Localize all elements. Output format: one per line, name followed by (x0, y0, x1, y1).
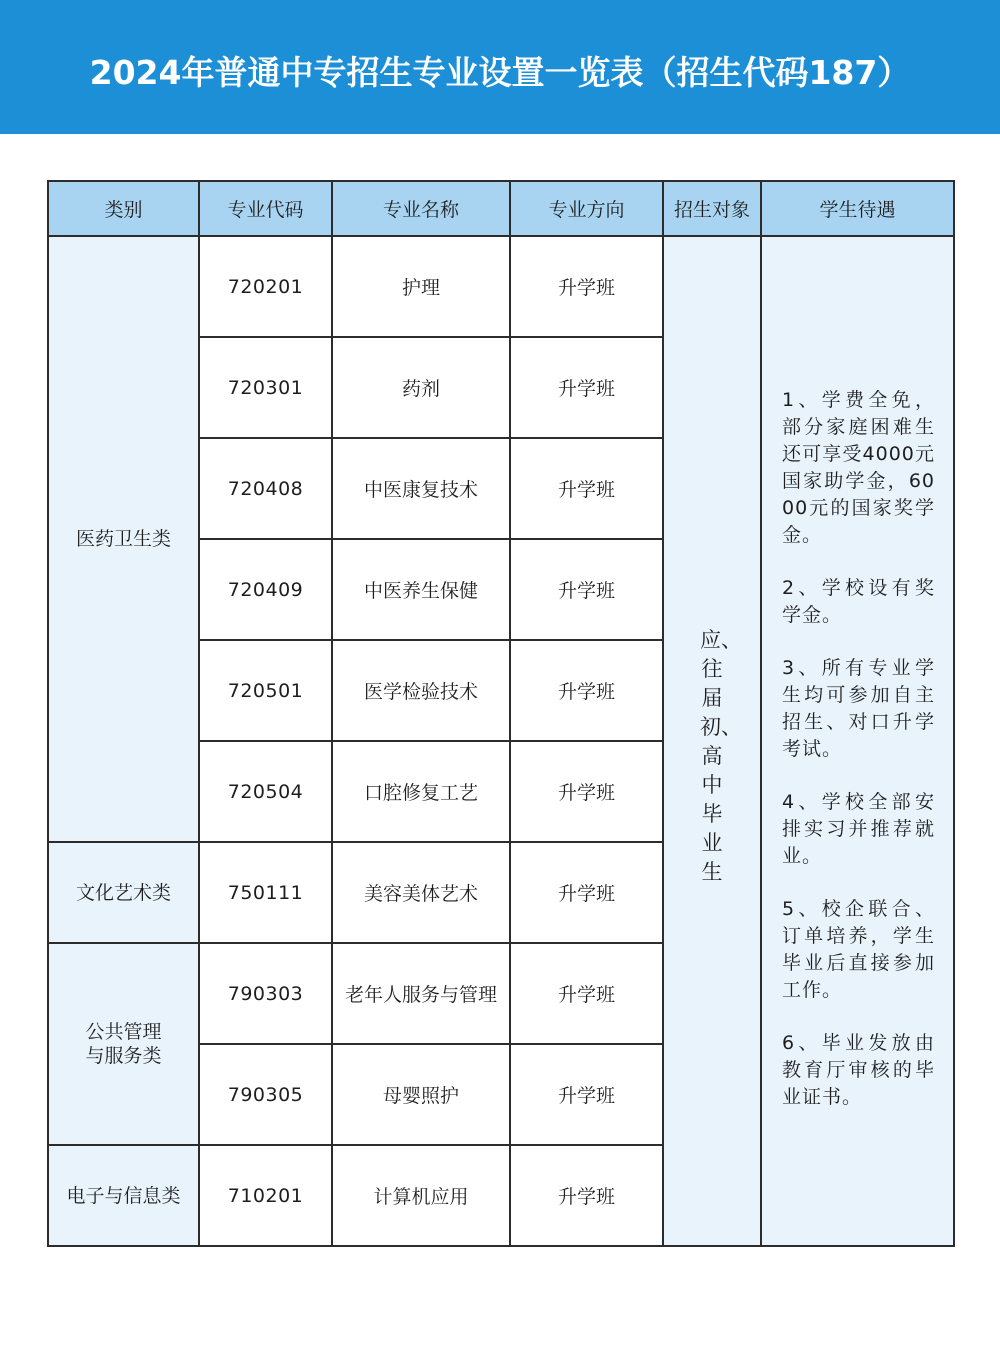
header-code: 专业代码 (199, 181, 332, 236)
major-code: 720408 (199, 438, 332, 539)
major-direction: 升学班 (510, 842, 663, 943)
benefit-item: 1、学费全免，部分家庭困难生还可享受4000元国家助学金，6000元的国家奖学金。 (782, 389, 935, 546)
major-code: 720409 (199, 539, 332, 640)
major-name: 母婴照护 (332, 1044, 510, 1145)
header-name: 专业名称 (332, 181, 510, 236)
major-direction: 升学班 (510, 741, 663, 842)
major-direction: 升学班 (510, 539, 663, 640)
benefit-item: 5、校企联合、订单培养，学生毕业后直接参加工作。 (782, 898, 935, 1001)
major-direction: 升学班 (510, 943, 663, 1044)
benefit-item: 2、学校设有奖学金。 (782, 577, 935, 626)
major-direction: 升学班 (510, 1145, 663, 1246)
major-name: 药剂 (332, 337, 510, 438)
header-direction: 专业方向 (510, 181, 663, 236)
major-direction: 升学班 (510, 236, 663, 337)
benefit-item: 4、学校全部安排实习并推荐就业。 (782, 791, 935, 867)
benefits-list (762, 345, 953, 1111)
major-code: 720301 (199, 337, 332, 438)
page-title: 2024年普通中专招生专业设置一览表（招生代码187） (89, 52, 911, 92)
benefit-item: 3、所有专业学生均可参加自主招生、对口升学考试。 (782, 657, 935, 760)
major-name: 医学检验技术 (332, 640, 510, 741)
major-code: 790303 (199, 943, 332, 1044)
major-direction: 升学班 (510, 438, 663, 539)
major-name: 护理 (332, 236, 510, 337)
major-direction: 升学班 (510, 337, 663, 438)
header-target: 招生对象 (663, 181, 761, 236)
major-code: 790305 (199, 1044, 332, 1145)
category-cell: 公共管理 与服务类 (48, 943, 199, 1145)
target-text: 应、往届初、高中毕业生 (700, 627, 742, 884)
header-category: 类别 (48, 181, 199, 236)
major-direction: 升学班 (510, 640, 663, 741)
title-banner (0, 0, 1000, 134)
category-cell: 医药卫生类 (48, 236, 199, 842)
major-name: 计算机应用 (332, 1145, 510, 1246)
major-name: 美容美体艺术 (332, 842, 510, 943)
category-cell: 文化艺术类 (48, 842, 199, 943)
table-header-row (48, 181, 954, 236)
major-name: 口腔修复工艺 (332, 741, 510, 842)
major-code: 750111 (199, 842, 332, 943)
majors-table (47, 180, 955, 1247)
major-name: 中医养生保健 (332, 539, 510, 640)
major-code: 720501 (199, 640, 332, 741)
category-cell: 电子与信息类 (48, 1145, 199, 1246)
benefit-item: 6、毕业发放由教育厅审核的毕业证书。 (782, 1032, 935, 1108)
header-benefits: 学生待遇 (761, 181, 954, 236)
benefits-cell (761, 236, 954, 1246)
major-name: 老年人服务与管理 (332, 943, 510, 1044)
table-row (48, 236, 954, 337)
target-cell (663, 236, 761, 1246)
major-name: 中医康复技术 (332, 438, 510, 539)
major-direction: 升学班 (510, 1044, 663, 1145)
major-code: 710201 (199, 1145, 332, 1246)
major-code: 720201 (199, 236, 332, 337)
major-code: 720504 (199, 741, 332, 842)
